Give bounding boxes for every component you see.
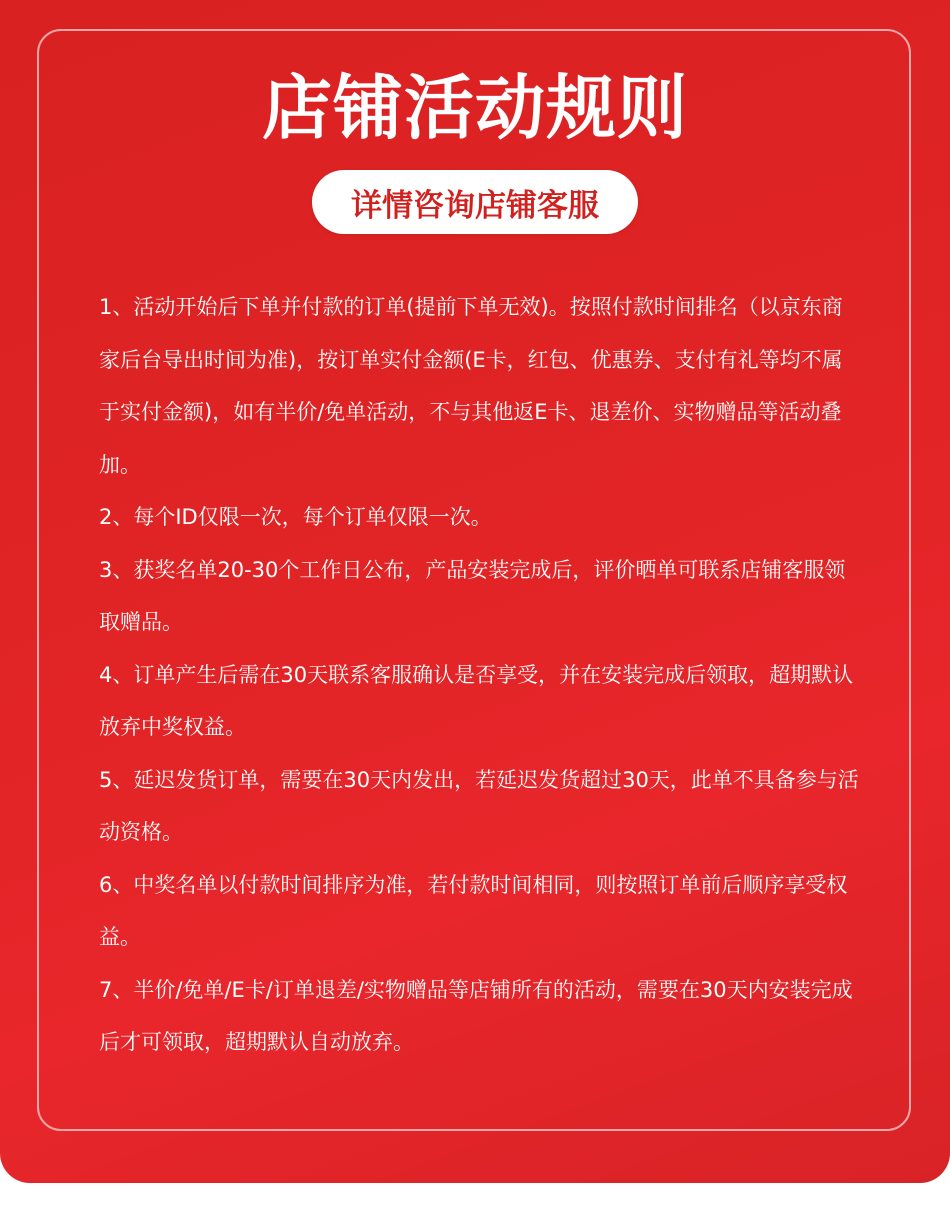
rule-item-4: 4、订单产生后需在30天联系客服确认是否享受，并在安装完成后领取，超期默认放弃中奖权益。: [99, 662, 854, 739]
rule-item-1: 1、活动开始后下单并付款的订单(提前下单无效)。按照付款时间排名（以京东商家后台导出时间为准)，按订单实付金额(E卡，红包、优惠券、支付有礼等均不属于实付金额)，如有半价/免单活动，不与其他返E卡、退差价、实物赠品等活动叠加。: [99, 295, 843, 477]
customer-service-button[interactable]: 详情咨询店铺客服: [312, 170, 638, 234]
rule-item-2: 2、每个ID仅限一次，每个订单仅限一次。: [99, 505, 492, 529]
rule-item-6: 6、中奖名单以付款时间排序为准，若付款时间相同，则按照订单前后顺序享受权益。: [99, 872, 848, 949]
rule-item-3: 3、获奖名单20-30个工作日公布，产品安装完成后，评价晒单可联系店铺客服领取赠品。: [99, 557, 846, 634]
rule-item-7: 7、半价/免单/E卡/订单退差/实物赠品等店铺所有的活动，需要在30天内安装完成后才可领取，超期默认自动放弃。: [99, 977, 853, 1054]
rules-list: [99, 281, 859, 1069]
rule-item-5: 5、延迟发货订单，需要在30天内发出，若延迟发货超过30天，此单不具备参与活动资格。: [99, 767, 859, 844]
page-title: 店铺活动规则: [262, 67, 688, 149]
